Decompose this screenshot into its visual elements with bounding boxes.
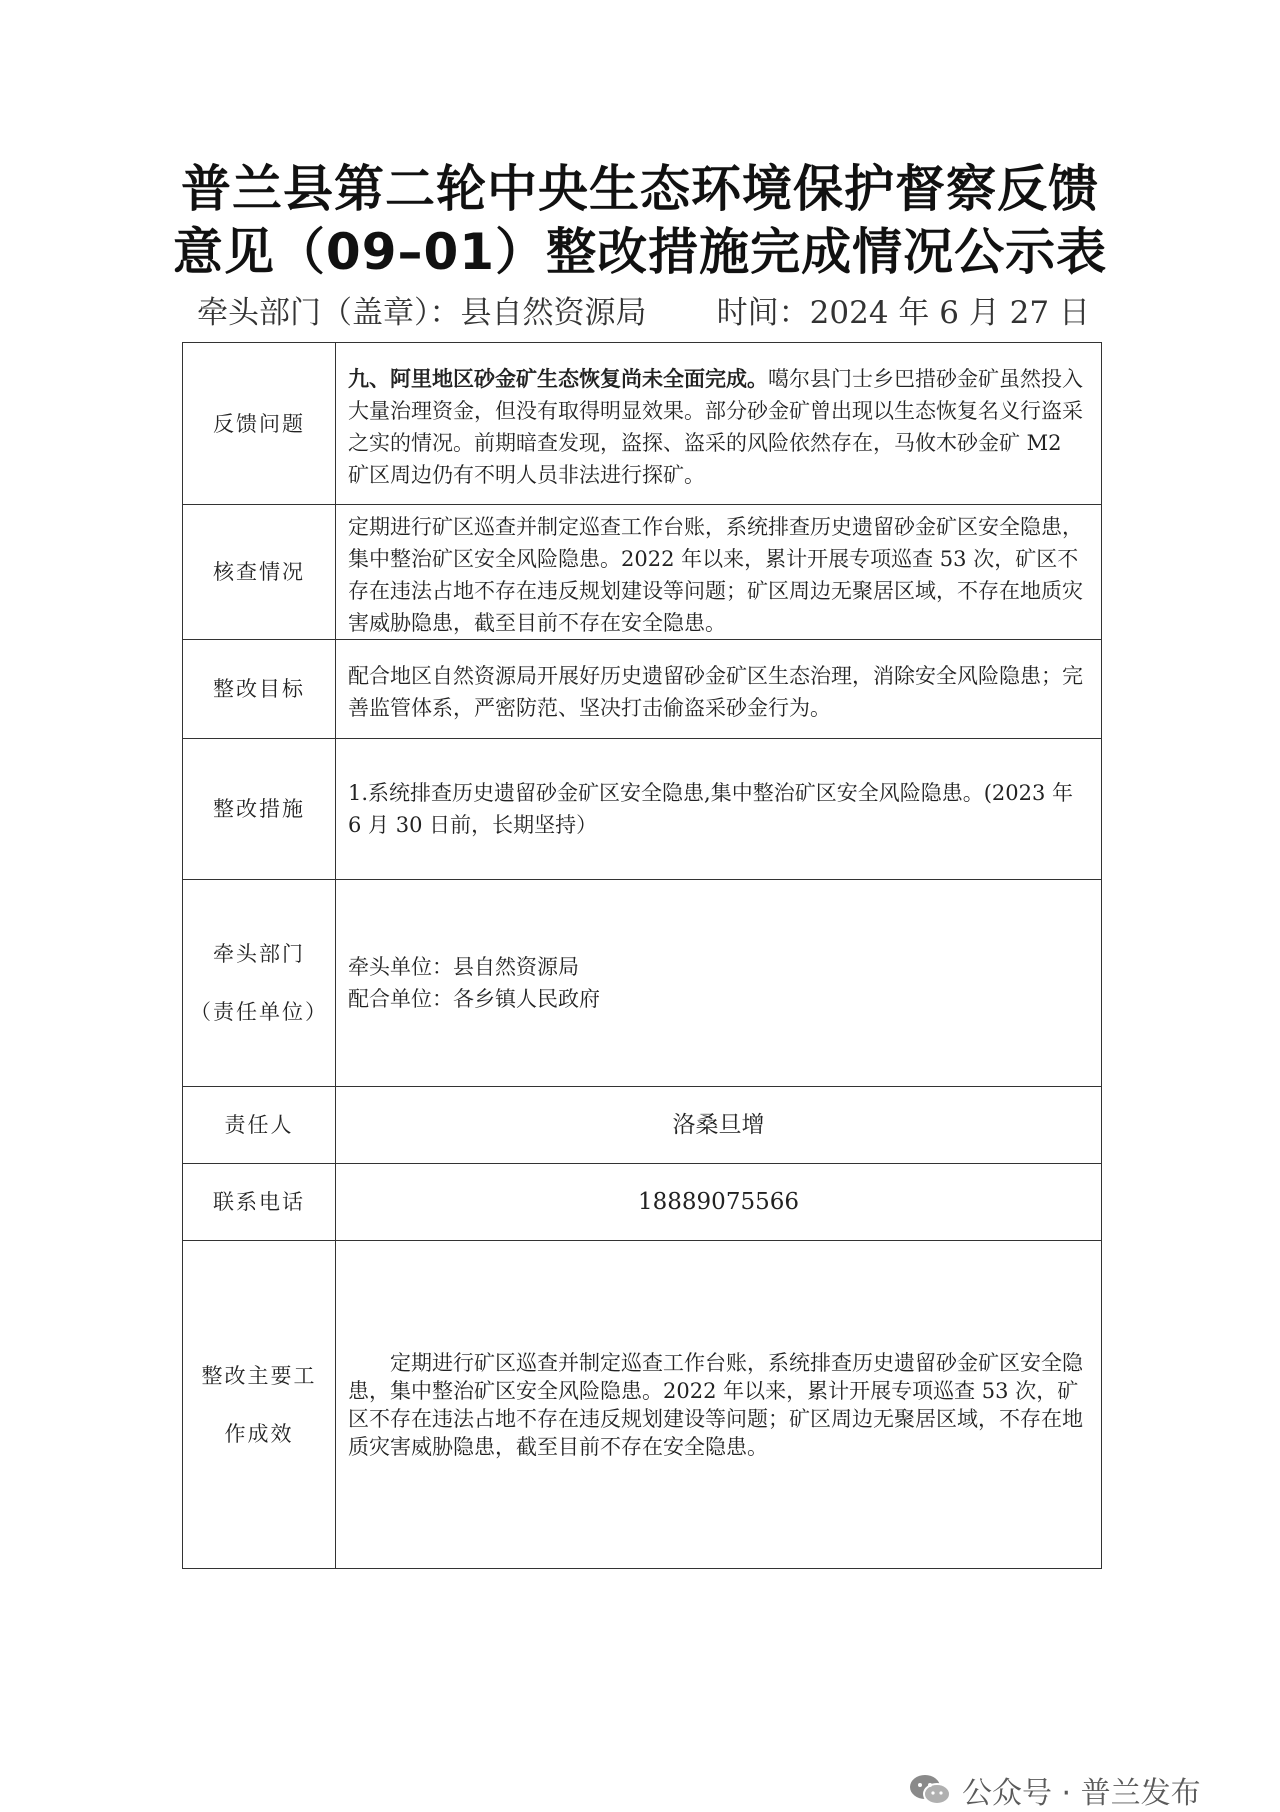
row-verification (183, 505, 1102, 640)
feedback-lead: 九、阿里地区砂金矿生态恢复尚未全面完成。 (348, 366, 768, 391)
wechat-icon (908, 1773, 952, 1807)
label-results-line-1: 整改主要工 (201, 1363, 317, 1388)
watermark (908, 1768, 1201, 1812)
label-measures: 整改措施 (183, 739, 336, 880)
responsible-person: 洛桑旦增 (336, 1087, 1102, 1164)
lead-unit: 牵头单位：县自然资源局 (348, 955, 579, 979)
phone-number: 18889075566 (336, 1164, 1102, 1241)
row-measures (183, 739, 1102, 880)
row-results (183, 1241, 1102, 1569)
header-info (197, 287, 1090, 332)
cooperating-unit: 配合单位：各乡镇人民政府 (348, 987, 600, 1011)
label-goal: 整改目标 (183, 640, 336, 739)
label-results-line-2: 作成效 (224, 1421, 294, 1446)
label-results (183, 1241, 336, 1569)
label-lead-dept (183, 880, 336, 1087)
label-feedback: 反馈问题 (183, 343, 336, 505)
label-lead-dept-line-1: 牵头部门 (213, 942, 305, 966)
row-feedback (183, 343, 1102, 505)
row-goal (183, 640, 1102, 739)
results-text: 定期进行矿区巡查并制定巡查工作台账，系统排查历史遗留砂金矿区安全隐患，集中整治矿区安全风险隐患。2022 年以来，累计开展专项巡查 53 次，矿区不存在违法占地不存在违反规划建设等问题；矿区周边无聚居区域，不存在地质灾害威胁隐患，截至目前不存在安全隐患。 (348, 1350, 1083, 1459)
disclosure-table (182, 342, 1102, 1569)
row-responsible (183, 1087, 1102, 1164)
row-phone (183, 1164, 1102, 1241)
row-lead-dept (183, 880, 1102, 1087)
content-lead-dept (336, 880, 1102, 1087)
label-phone: 联系电话 (183, 1164, 336, 1241)
document-title-line-2: 意见（09–01）整改措施完成情况公示表 (172, 223, 1108, 281)
date-header: 时间：2024 年 6 月 27 日 (716, 295, 1090, 331)
document-title-line-1: 普兰县第二轮中央生态环境保护督察反馈 (181, 160, 1099, 218)
feedback-text: 噶尔县门士乡巴措砂金矿虽然投入大量治理资金，但没有取得明显效果。部分砂金矿曾出现以生态恢复名义行盗采之实的情况。前期暗查发现，盗探、盗采的风险依然存在，马攸木砂金矿 M2 矿区周边仍有不明人员非法进行探矿。 (348, 366, 1083, 487)
content-measures: 1.系统排查历史遗留砂金矿区安全隐患,集中整治矿区安全风险隐患。(2023 年 6 月 30 日前，长期坚持） (336, 739, 1102, 880)
lead-dept-header: 牵头部门（盖章）：县自然资源局 (197, 295, 647, 331)
content-feedback (336, 343, 1102, 505)
content-goal: 配合地区自然资源局开展好历史遗留砂金矿区生态治理，消除安全风险隐患；完善监管体系，严密防范、坚决打击偷盗采砂金行为。 (336, 640, 1102, 739)
label-verification: 核查情况 (183, 505, 336, 640)
watermark-text: 公众号 · 普兰发布 (962, 1776, 1201, 1811)
label-responsible: 责任人 (183, 1087, 336, 1164)
content-verification: 定期进行矿区巡查并制定巡查工作台账，系统排查历史遗留砂金矿区安全隐患，集中整治矿区安全风险隐患。2022 年以来，累计开展专项巡查 53 次，矿区不存在违法占地不存在违反规划建设等问题；矿区周边无聚居区域，不存在地质灾害威胁隐患，截至目前不存在安全隐患。 (336, 505, 1102, 640)
label-lead-dept-line-2: （责任单位） (190, 1000, 328, 1024)
content-results (336, 1241, 1102, 1569)
